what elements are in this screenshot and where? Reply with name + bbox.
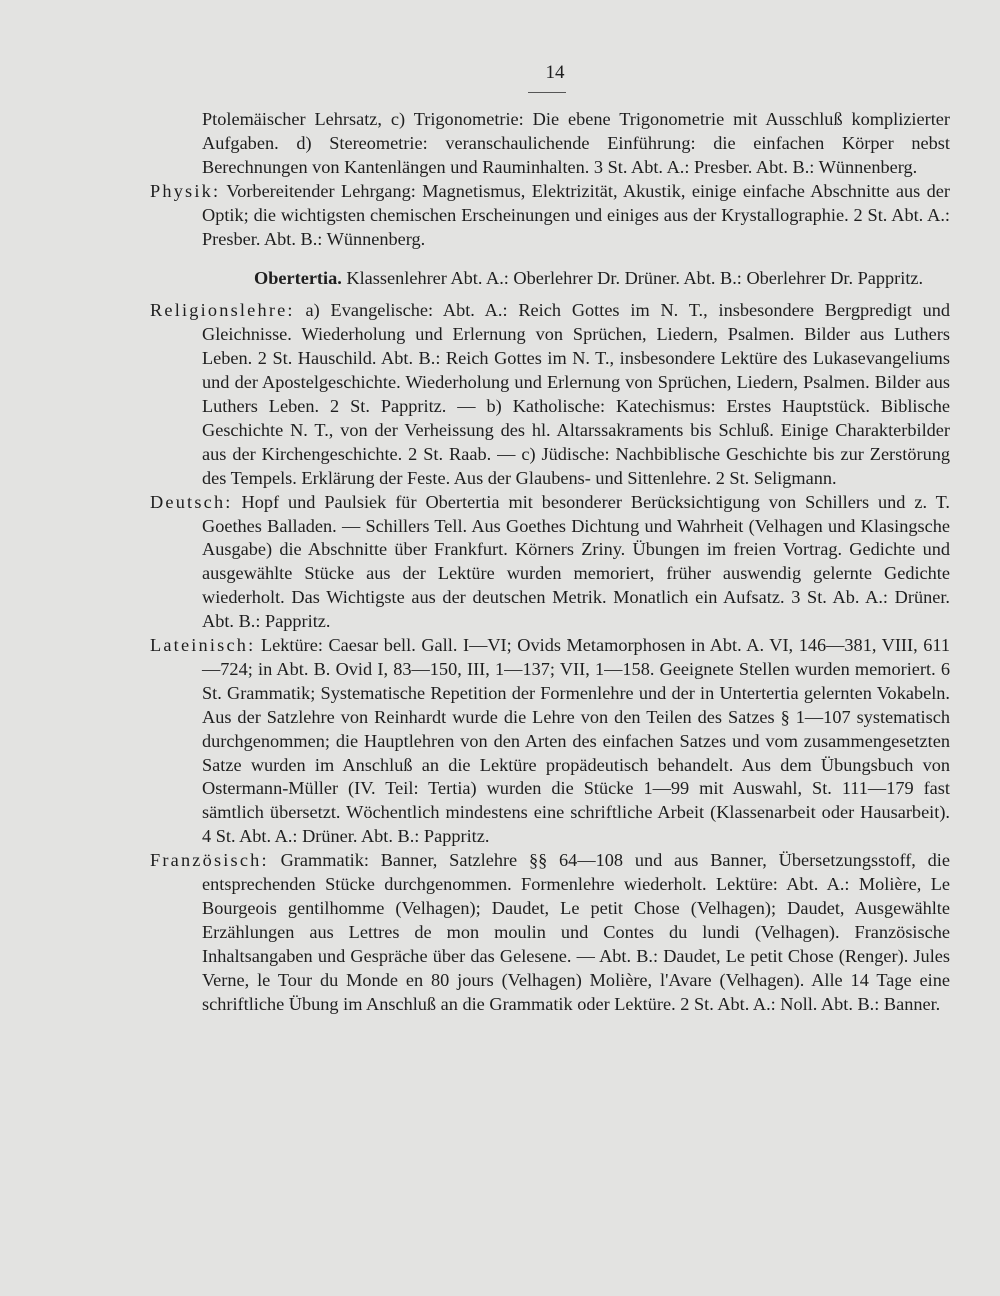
subject-deutsch [150,491,950,634]
subject-term: Deutsch: [150,491,233,512]
subject-text: a) Evangelische: Abt. A.: Reich Gottes im N. T., insbesondere Bergpredigt und Gleichnisse. Wiederholung und Erlernung von Sprüchen, Liedern, Psalmen. Bilder aus Luthers Leben. 2 St. Hauschild. Abt. B.: Reich Gottes im N. T., insbesondere Lektüre des Lukasevangeliums und der Apostelgeschichte. Wiederholung und Erlernung von Sprüchen, Liedern, Psalmen. Bilder aus Luthers Leben. 2 St. Pappritz. — b) Katholische: Katechismus: Erstes Hauptstück. Biblische Geschichte N. T., von der Verheissung des hl. Altarssakraments bis Schluß. Einige Charakterbilder aus der Kirchengeschichte. 2 St. Raab. — c) Jüdische: Nachbiblische Geschichte bis zur Zerstörung des Tempels. Erklärung der Feste. Aus der Glaubens- und Sittenlehre. 2 St. Seligmann. [202,300,950,488]
subject-term: Französisch: [150,850,269,871]
continuation-paragraph: Ptolemäischer Lehrsatz, c) Trigonometrie: Die ebene Trigonometrie mit Ausschluß komplizierter Aufgaben. d) Stereometrie: veranschaulichende Einführung: die einfachen Körper nebst Berechnungen von Kantenlängen und Rauminhalten. 3 St. Abt. A.: Presber. Abt. B.: Wünnenberg. [202,109,950,177]
subject-term: Lateinisch: [150,635,256,656]
page-body [150,108,950,1017]
subject-lateinisch [150,634,950,849]
subject-text: Grammatik: Banner, Satzlehre §§ 64—108 und aus Banner, Übersetzungsstoff, die entsprechenden Stücke durchgenommen. Formenlehre wiederholt. Lektüre: Abt. A.: Molière, Le Bourgeois gentilhomme (Velhagen); Daudet, Le petit Chose (Velhagen); Daudet, Ausgewählte Erzählungen aus Lettres de mon moulin und Contes du lundi (Velhagen). Französische Inhaltsangaben und Gespräche über das Gelesene. — Abt. B.: Daudet, Le petit Chose (Renger). Jules Verne, le Tour du Monde en 80 jours (Velhagen) Molière, l'Avare (Velhagen). Alle 14 Tage eine schriftliche Übung im Anschluß an die Grammatik oder Lektüre. 2 St. Abt. A.: Noll. Abt. B.: Banner. [202,850,950,1014]
subject-text: Hopf und Paulsiek für Obertertia mit besonderer Berücksichtigung von Schillers und z. T. Goethes Balladen. — Schillers Tell. Aus Goethes Dichtung und Wahrheit (Velhagen und Klasingsche Ausgabe) die Abschnitte über Frankfurt. Körners Zriny. Übungen im freien Vortrag. Gedichte und ausgewählte Stücke aus der Lektüre wurden memoriert, früher auswendig gelernte Gedichte wiederholt. Das Wichtigste aus der deutschen Metrik. Monatlich ein Aufsatz. 3 St. Ab. A.: Drüner. Abt. B.: Pappritz. [202,491,950,632]
class-title: Obertertia. [254,268,342,289]
subject-religionslehre [150,299,950,490]
subject-term: Physik: [150,180,221,201]
subject-physik [150,180,950,252]
page-number-rule [528,92,566,93]
subject-franzoesisch [150,849,950,1016]
subject-text: Lektüre: Caesar bell. Gall. I—VI; Ovids Metamorphosen in Abt. A. VI, 146—381, VIII, 611—724; in Abt. B. Ovid I, 83—150, III, 1—137; VII, 1—158. Geeignete Stellen wurden memoriert. 6 St. Grammatik; Systematische Repetition der Formenlehre und der in Untertertia gelernten Vokabeln. Aus der Satzlehre von Reinhardt wurde die Lehre von den Teilen des Satzes § 1—107 systematisch durchgenommen; die Hauptlehren von den Arten des einfachen Satzes und vom zusammengesetzten Satze wurden im Anschluß an die Lektüre propädeutisch behandelt. Aus dem Übungsbuch von Ostermann-Müller (IV. Teil: Tertia) wurden die Stücke 1—99 mit Auswahl, St. 111—179 fast sämtlich übersetzt. Wöchentlich mindestens eine schriftliche Arbeit (Klassenarbeit oder Hausarbeit). 4 St. Abt. A.: Drüner. Abt. B.: Pappritz. [202,635,950,847]
class-heading [150,267,950,291]
class-teacher-text: Klassenlehrer Abt. A.: Oberlehrer Dr. Drüner. Abt. B.: Oberlehrer Dr. Pappritz. [341,268,924,289]
page-number: 14 [545,62,565,83]
subject-text: Vorbereitender Lehrgang: Magnetismus, Elektrizität, Akustik, einige einfache Abschnitte aus der Optik; die wichtigsten chemischen Erscheinungen und einiges aus der Krystallographie. 2 St. Abt. A.: Presber. Abt. B.: Wünnenberg. [202,180,950,249]
subject-term: Religionslehre: [150,300,295,321]
